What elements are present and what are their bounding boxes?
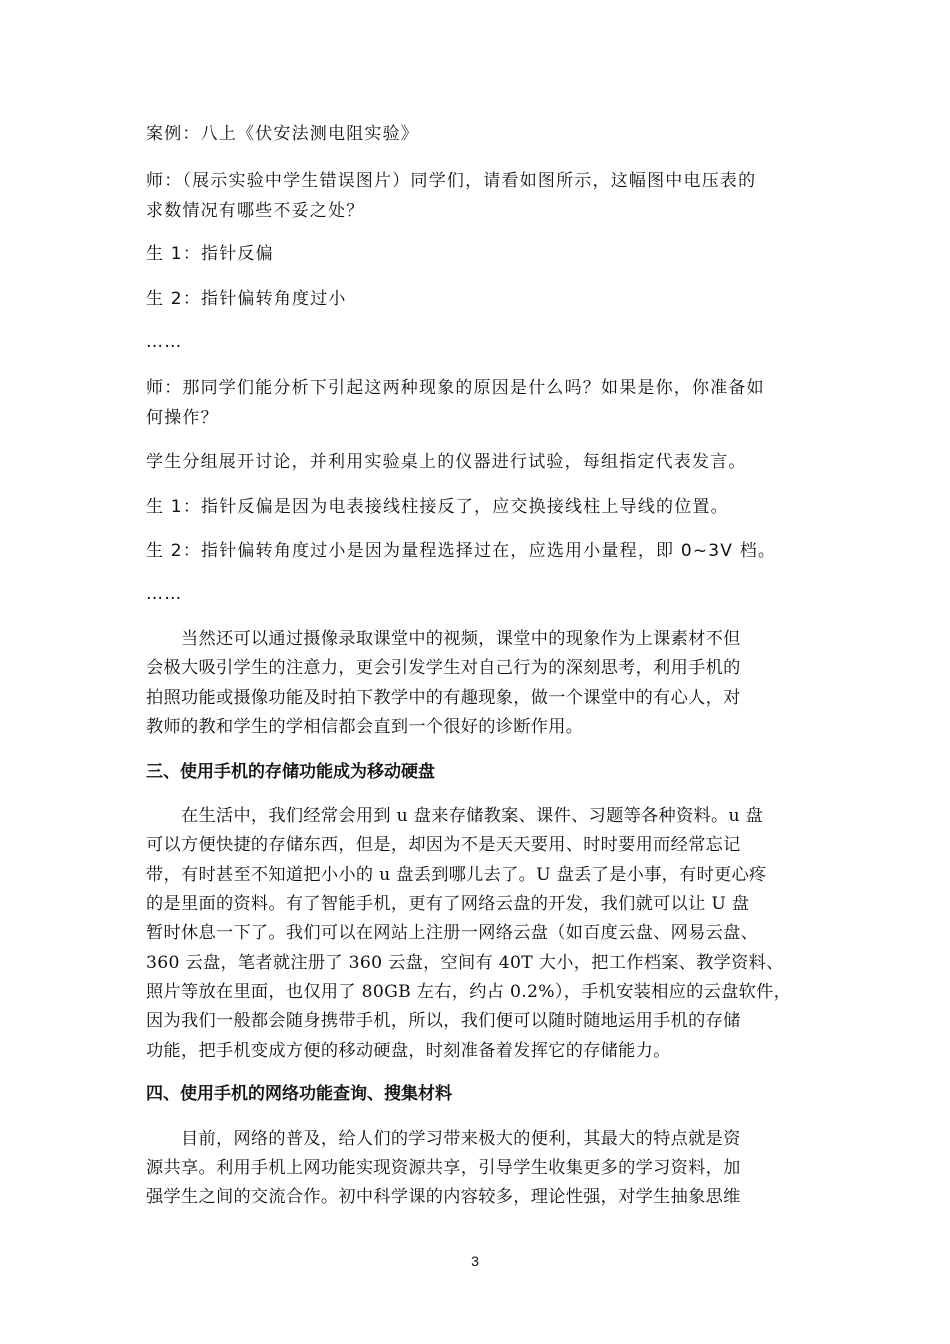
paragraph-line: 照片等放在里面，也仅用了 80GB 左右，约占 0.2%），手机安装相应的云盘软件， (146, 982, 792, 1002)
ellipsis: …… (146, 584, 183, 604)
paragraph-line: 因为我们一般都会随身携带手机，所以，我们便可以随时随地运用手机的存储 (146, 1011, 741, 1031)
teacher-line: 何操作？ (146, 408, 219, 428)
student-line: 生 1：指针反偏是因为电表接线柱接反了，应交换接线柱上导线的位置。 (146, 497, 729, 517)
teacher-line: 求数情况有哪些不妥之处？ (146, 201, 365, 221)
narration-line: 学生分组展开讨论，并利用实验桌上的仪器进行试验，每组指定代表发言。 (146, 452, 747, 472)
teacher-line: 师：那同学们能分析下引起这两种现象的原因是什么吗？如果是你，你准备如 (146, 378, 765, 398)
paragraph-line: 拍照功能或摄像功能及时拍下教学中的有趣现象，做一个课堂中的有心人，对 (146, 688, 741, 708)
ellipsis: …… (146, 332, 183, 352)
teacher-line: 师：（展示实验中学生错误图片）同学们，请看如图所示，这幅图中电压表的 (146, 171, 757, 191)
paragraph-line: 当然还可以通过摄像录取课堂中的视频，课堂中的现象作为上课素材不但 (146, 629, 741, 649)
paragraph-line: 带，有时甚至不知道把小小的 u 盘丢到哪儿去了。U 盘丢了是小事，有时更心疼 (146, 865, 767, 885)
paragraph-line: 暂时休息一下了。我们可以在网站上注册一网络云盘（如百度云盘、网易云盘、 (146, 923, 759, 943)
paragraph-line: 的是里面的资料。有了智能手机，更有了网络云盘的开发，我们就可以让 U 盘 (146, 894, 750, 914)
paragraph-line: 可以方便快捷的存储东西，但是，却因为不是天天要用、时时要用而经常忘记 (146, 835, 741, 855)
paragraph-line: 强学生之间的交流合作。初中科学课的内容较多，理论性强，对学生抽象思维 (146, 1187, 741, 1207)
student-line: 生 2：指针偏转角度过小是因为量程选择过在，应选用小量程，即 0~3V 档。 (146, 541, 777, 561)
case-title: 案例：八上《伏安法测电阻实验》 (146, 124, 419, 144)
section-heading: 四、使用手机的网络功能查询、搜集材料 (146, 1084, 452, 1104)
paragraph-line: 会极大吸引学生的注意力，更会引发学生对自己行为的深刻思考，利用手机的 (146, 658, 741, 678)
paragraph-line: 功能，把手机变成方便的移动硬盘，时刻准备着发挥它的存储能力。 (146, 1041, 671, 1061)
paragraph-line: 教师的教和学生的学相信都会直到一个很好的诊断作用。 (146, 717, 584, 737)
student-line: 生 1：指针反偏 (146, 244, 274, 264)
student-line: 生 2：指针偏转角度过小 (146, 289, 347, 309)
paragraph-line: 在生活中，我们经常会用到 u 盘来存储教案、课件、习题等各种资料。u 盘 (146, 806, 764, 826)
paragraph-line: 360 云盘，笔者就注册了 360 云盘，空间有 40T 大小，把工作档案、教学资料、 (146, 953, 784, 973)
section-heading: 三、使用手机的存储功能成为移动硬盘 (146, 762, 435, 782)
page-number: 3 (471, 1253, 479, 1269)
paragraph-line: 源共享。利用手机上网功能实现资源共享，引导学生收集更多的学习资料，加 (146, 1158, 741, 1178)
paragraph-line: 目前，网络的普及，给人们的学习带来极大的便利，其最大的特点就是资 (146, 1129, 741, 1149)
